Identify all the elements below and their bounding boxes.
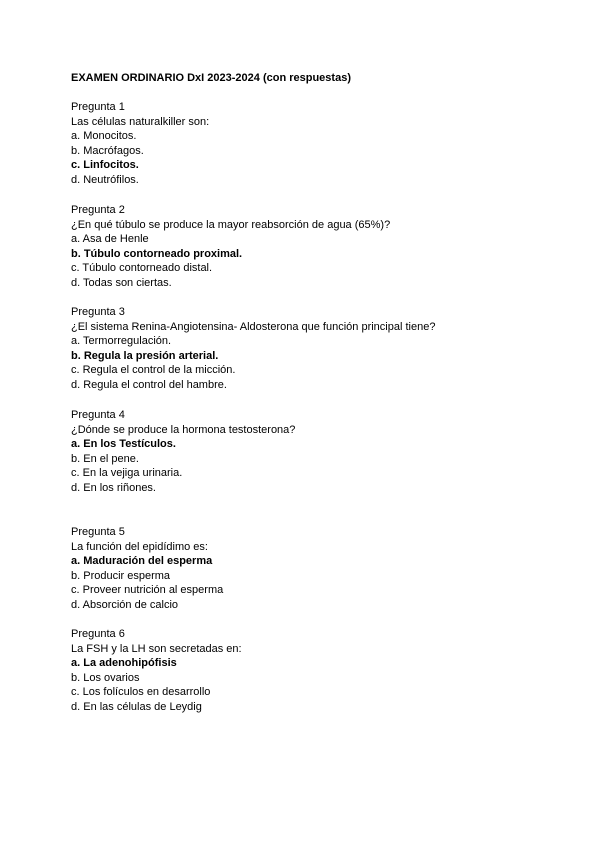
question-number: Pregunta 2 xyxy=(71,204,125,216)
answer-option: d. En las células de Leydig xyxy=(71,700,202,713)
answer-option: c. Túbulo contorneado distal. xyxy=(71,262,213,275)
answer-option: c. Los folículos en desarrollo xyxy=(71,686,211,699)
answer-option-correct: b. Túbulo contorneado proximal. xyxy=(71,247,243,260)
answer-option: d. Absorción de calcio xyxy=(71,598,179,611)
question-number: Pregunta 1 xyxy=(71,101,125,113)
answer-option: b. Macrófagos. xyxy=(71,144,144,157)
question-text: ¿En qué túbulo se produce la mayor reabsorción de agua (65%)? xyxy=(71,218,391,231)
answer-option: a. Asa de Henle xyxy=(71,233,149,246)
question-number: Pregunta 4 xyxy=(71,409,125,421)
answer-option-correct: b. Regula la presión arterial. xyxy=(71,349,219,362)
question-block-6 xyxy=(71,627,242,715)
answer-option: d. Todas son ciertas. xyxy=(71,276,172,289)
answer-option-correct: a. La adenohipófisis xyxy=(71,657,177,670)
answer-option-correct: a. Maduración del esperma xyxy=(71,555,213,568)
question-text: La FSH y la LH son secretadas en: xyxy=(71,642,242,655)
answer-option: d. Neutrófilos. xyxy=(71,173,139,186)
answer-option: c. Proveer nutrición al esperma xyxy=(71,584,224,597)
question-block-4 xyxy=(71,408,295,496)
answer-option: c. Regula el control de la micción. xyxy=(71,364,236,377)
question-text: La función del epidídimo es: xyxy=(71,540,208,553)
answer-option: b. Producir esperma xyxy=(71,569,171,582)
answer-option: c. En la vejiga urinaria. xyxy=(71,467,183,480)
answer-option: b. Los ovarios xyxy=(71,671,140,684)
question-block-5 xyxy=(71,525,223,613)
answer-option: d. En los riñones. xyxy=(71,481,156,494)
exam-title: EXAMEN ORDINARIO DxI 2023-2024 (con respuestas) xyxy=(71,72,351,84)
question-text: ¿El sistema Renina-Angiotensina- Aldosterona que función principal tiene? xyxy=(71,320,436,333)
answer-option: a. Monocitos. xyxy=(71,130,137,143)
question-number: Pregunta 3 xyxy=(71,306,125,318)
answer-option: a. Termorregulación. xyxy=(71,335,172,348)
answer-option: d. Regula el control del hambre. xyxy=(71,378,227,391)
question-number: Pregunta 6 xyxy=(71,628,125,640)
question-block-3 xyxy=(71,305,435,393)
question-block-2 xyxy=(71,203,390,291)
answer-option: b. En el pene. xyxy=(71,452,139,465)
question-text: ¿Dónde se produce la hormona testosterona? xyxy=(71,423,296,436)
answer-option-correct: a. En los Testículos. xyxy=(71,438,176,451)
question-number: Pregunta 5 xyxy=(71,526,125,538)
question-text: Las células naturalkiller son: xyxy=(71,115,210,128)
question-block-1 xyxy=(71,100,209,188)
answer-option-correct: c. Linfocitos. xyxy=(71,159,139,172)
